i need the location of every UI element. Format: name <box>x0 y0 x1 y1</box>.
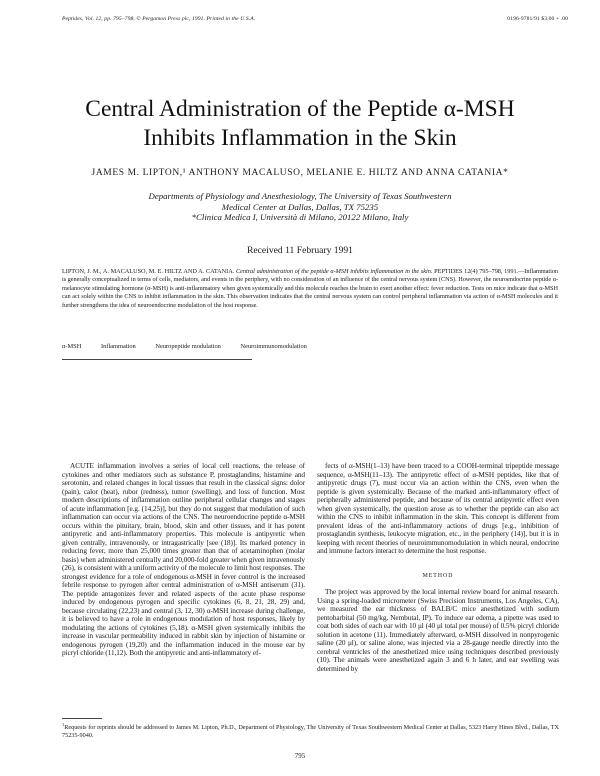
intro-continuation-paragraph: fects of α-MSH(1–13) have been traced to a COOH-terminal tripeptide message sequence, α-MSH(11–13). The antipyretic effect of α-MSH peptides, like that of antipyretic drugs (7), must occur via an action within the CNS, even when the peptide is given systemically. Because of the marked anti-inflammatory effect of peripherally administered peptide, and because of its central antipyretic effect even when given systemically, the question arose as to whether the peptide can also act within the CNS to inhibit inflammation in the skin. This concept is different from prevalent ideas of the anti-inflammatory actions of drugs [e.g., inhibition of prostaglandin synthesis, leukocyte migration, etc., in the periphery (14)], but it is in keeping with recent theories of neuroimmunomodulation in which neural, endocrine and immune factors interact to determine the host response. <box>317 461 559 555</box>
method-heading: METHOD <box>422 572 454 579</box>
keyword: Neuroimmunomodulation <box>240 343 307 350</box>
article-title-line-2: Inhibits Inflammation in the Skin <box>143 124 457 151</box>
author-list: JAMES M. LIPTON,¹ ANTHONY MACALUSO, MELANIE E. HILTZ AND ANNA CATANIA* <box>91 168 509 178</box>
keyword: α-MSH <box>62 343 82 350</box>
abstract-citation-authors: LIPTON, J. M., A. MACALUSO, M. E. HILTZ AND A. CATANIA. <box>62 268 235 275</box>
body-column-left <box>62 462 305 658</box>
affiliation-line-3: *Clinica Medica I, Università di Milano, 20122 Milano, Italy <box>191 212 409 223</box>
abstract <box>62 268 558 310</box>
footnote <box>62 721 559 740</box>
received-date: Received 11 February 1991 <box>247 245 353 256</box>
affiliation-line-1: Departments of Physiology and Anesthesiology, The University of Texas Southwestern <box>148 191 452 201</box>
running-head-price-code: 0196-9781/91 $3.00 + .00 <box>507 16 568 22</box>
abstract-divider <box>62 359 252 360</box>
page-number: 795 <box>294 752 306 760</box>
footnote-marker: 1 <box>62 722 65 727</box>
article-title-line-1: Central Administration of the Peptide α-MSH <box>85 95 515 122</box>
keyword: Inflammation <box>100 343 136 350</box>
abstract-citation-journal: PEPTIDES 12(4) 795–798, 1991. <box>434 268 519 275</box>
keyword: Neuropeptide modulation <box>155 343 221 350</box>
method-paragraph: The project was approved by the local internal review board for animal research. Using a spring-loaded micrometer (Swiss Precision Instruments, Los Angeles, CA), we measured the ear thickness of BALB/C mice anesthetized with sodium pentobarbital (50 mg/kg, Nembutal, IP). To induce ear edema, a pipette was used to coat both sides of each ear with 10 μl (40 μl total per mouse) of 0.5% picryl chloride solution in acetone (11). Immediately afterward, α-MSH dissolved in nonpyrogenic saline (20 μl), or saline alone, was injected via a 28-gauge needle directly into the cerebral ventricles of the anesthetized mice using techniques described previously (10). The animals were anesthetized again 3 and 6 h later, and ear swelling was determined by <box>317 587 559 673</box>
footnote-divider <box>62 718 102 719</box>
article-title <box>40 95 560 153</box>
intro-paragraph: ACUTE inflammation involves a series of local cell reactions, the release of cytokines and other mediators such as substance P, prostaglandins, histamine and serotonin, and related changes in local tissues that result in the classical signs: dolor (pain), calor (heat), rubor (redness), tumor (swelling), and loss of function. Most modern descriptions of inflammation outline peripheral cellular changes and stages of acute inflammation [e.g. (14,25)], but they do not suggest that modulation of such inflammation can occur via actions of the CNS. The neuroendocrine peptide α-MSH occurs within the pituitary, brain, blood, skin and other tissues, and it has potent antipyretic and anti-inflammatory properties. This molecule is antipyretic when given centrally, intravenously, or intragastrically [see (18)]. Its marked potency in reducing fever, more than 25,000 times greater than that of acetaminophen (molar basis) when administered centrally and 20,000-fold greater when given intravenously (26), is consistent with a uniform activity of the molecule to limit host responses. The strongest evidence for a role of endogenous α-MSH in fever control is the increased febrile response to pyrogen after central administration of α-MSH antiserum (31). The peptide antagonizes fever and related aspects of the acute phase response induced by endogenous pyrogen and specific cytokines (6, 8, 21, 28, 29) and, because circulating (22,23) and central (3, 12, 30) α-MSH increase during challenge, it is believed to have a role in endogenous modulation of host responses, likely by modulating the actions of cytokines (5,18). α-MSH given systemically inhibits the increase in vascular permeability induced in rabbit skin by injection of histamine or endogenous pyrogen (19,20) and the inflammation induced in the mouse ear by picryl chloride (11,12). Both the antipyretic and anti-inflammatory ef- <box>62 461 305 657</box>
body-column-right <box>317 462 559 673</box>
footnote-text: Requests for reprints should be addressed to James M. Lipton, Ph.D., Department of Physiology, The University of Texas Southwestern Medical Center at Dallas, 5323 Harry Hines Blvd., Dallas, TX 75235-9040. <box>62 724 559 740</box>
abstract-citation-title: Central administration of the peptide α-MSH inhibits inflammation in the skin. <box>235 268 433 275</box>
affiliation-line-2: Medical Center at Dallas, Dallas, TX 75235 <box>221 201 379 212</box>
abstract-body: —Inflammation is generally conceptualized in terms of cells, mediators, and events in the periphery, with no consideration of an influence of the central nervous system (CNS). However, the neuroendocrine peptide α-melanocyte stimulating hormone (α-MSH) is anti-inflammatory when given systemically and this molecule reaches the brain to exert another effect: fever reduction. Tests on mice indicate that α-MSH can act solely within the CNS to inhibit inflammation in the skin. This observation indicates that the central nervous system can control peripheral inflammation via action of α-MSH molecules and it further strengthens the idea of neuroendocrine modulation of the host response. <box>62 268 558 309</box>
affiliations <box>80 191 520 223</box>
running-head-citation: Peptides, Vol. 12, pp. 795–798. © Pergamon Press plc, 1991. Printed in the U.S.A. <box>62 16 256 22</box>
keywords <box>62 343 482 350</box>
